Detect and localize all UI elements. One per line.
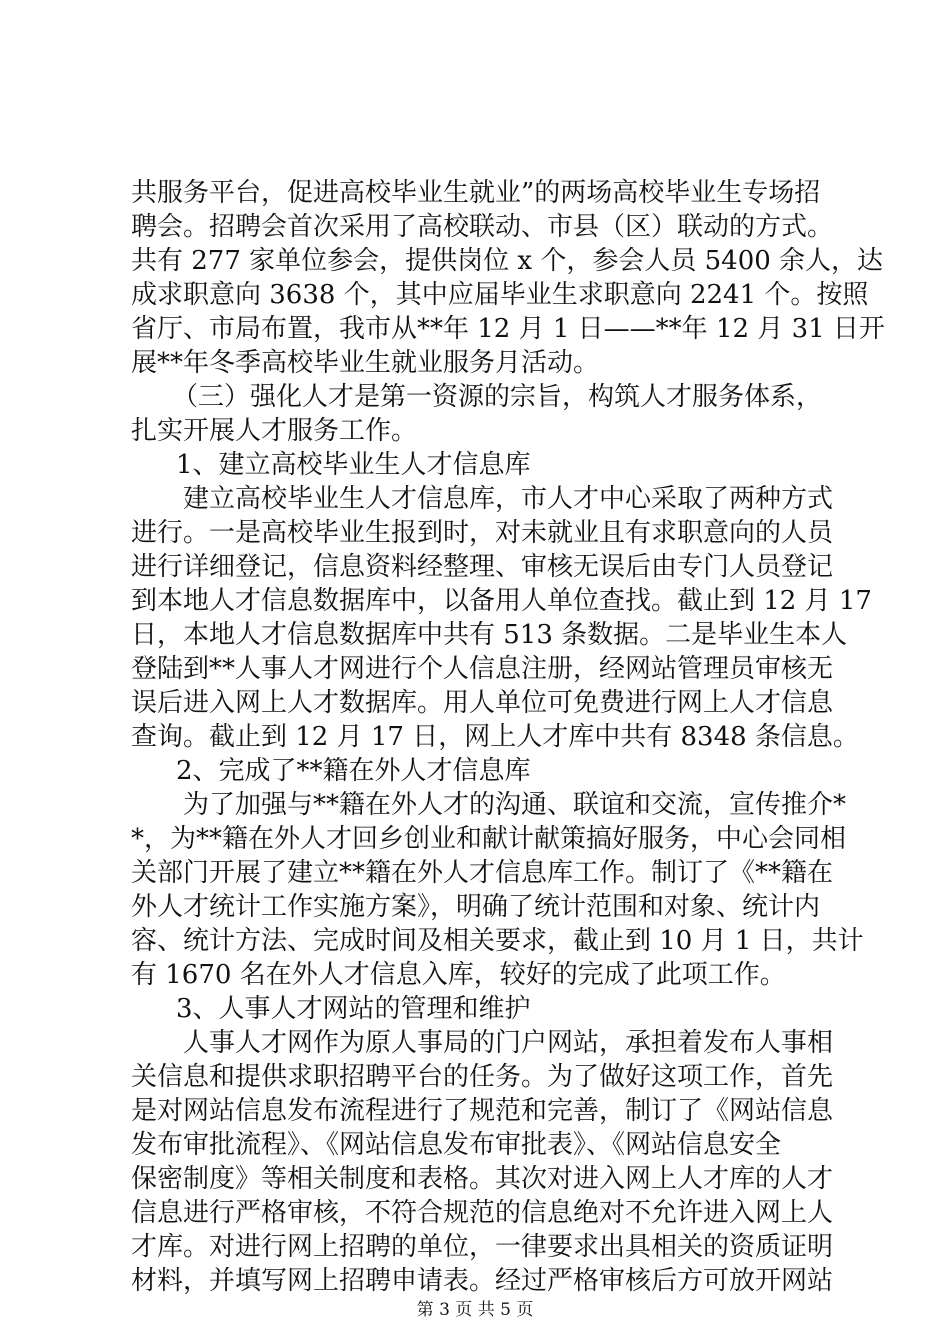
text-line: 才库。对进行网上招聘的单位，一律要求出具相关的资质证明 (131, 1232, 834, 1262)
text-line: 信息进行严格审核，不符合规范的信息绝对不允许进入网上人 (131, 1198, 834, 1228)
text-line: 扎实开展人才服务工作。 (131, 416, 418, 446)
text-line: 保密制度》等相关制度和表格。其次对进入网上人才库的人才 (131, 1164, 834, 1194)
text-line: 关部门开展了建立**籍在外人才信息库工作。制订了《**籍在 (131, 858, 834, 888)
text-line: 误后进入网上人才数据库。用人单位可免费进行网上人才信息 (131, 688, 834, 718)
page-number-footer: 第 3 页 共 5 页 (416, 1300, 534, 1320)
text-line: 成求职意向 3638 个，其中应届毕业生求职意向 2241 个。按照 (131, 280, 869, 310)
text-line: 聘会。招聘会首次采用了高校联动、市县（区）联动的方式。 (131, 212, 834, 242)
text-line: 有 1670 名在外人才信息入库，较好的完成了此项工作。 (131, 960, 786, 990)
text-line: *，为**籍在外人才回乡创业和献计献策搞好服务，中心会同相 (131, 824, 847, 854)
text-line: 进行详细登记，信息资料经整理、审核无误后由专门人员登记 (131, 552, 834, 582)
text-line: 共有 277 家单位参会，提供岗位 x 个，参会人员 5400 余人，达 (131, 246, 884, 276)
text-line: 容、统计方法、完成时间及相关要求，截止到 10 月 1 日，共计 (131, 926, 864, 956)
subsection-heading: 1、建立高校毕业生人才信息库 (176, 450, 531, 480)
section-heading: （三）强化人才是第一资源的宗旨，构筑人才服务体系， (172, 382, 823, 412)
text-line: 进行。一是高校毕业生报到时，对未就业且有求职意向的人员 (131, 518, 834, 548)
text-line: 材料，并填写网上招聘申请表。经过严格审核后方可放开网站 (131, 1266, 834, 1296)
text-line: 日，本地人才信息数据库中共有 513 条数据。二是毕业生本人 (131, 620, 848, 650)
text-line: 关信息和提供求职招聘平台的任务。为了做好这项工作，首先 (131, 1062, 834, 1092)
text-line: 是对网站信息发布流程进行了规范和完善，制订了《网站信息 (131, 1096, 834, 1126)
text-line: 人事人才网作为原人事局的门户网站，承担着发布人事相 (183, 1028, 834, 1058)
subsection-heading: 2、完成了**籍在外人才信息库 (176, 756, 531, 786)
text-line: 共服务平台，促进高校毕业生就业”的两场高校毕业生专场招 (131, 178, 821, 208)
text-line: 到本地人才信息数据库中，以备用人单位查找。截止到 12 月 17 (131, 586, 872, 616)
text-line: 外人才统计工作实施方案》，明确了统计范围和对象、统计内 (131, 892, 821, 922)
text-line: 登陆到**人事人才网进行个人信息注册，经网站管理员审核无 (131, 654, 834, 684)
text-line: 为了加强与**籍在外人才的沟通、联谊和交流，宣传推介* (183, 790, 847, 820)
subsection-heading: 3、人事人才网站的管理和维护 (176, 994, 531, 1024)
text-line: 发布审批流程》、《网站信息发布审批表》、《网站信息安全 (131, 1130, 782, 1160)
text-line: 建立高校毕业生人才信息库，市人才中心采取了两种方式 (183, 484, 834, 514)
text-line: 省厅、市局布置，我市从**年 12 月 1 日——**年 12 月 31 日开 (131, 314, 885, 344)
text-line: 展**年冬季高校毕业生就业服务月活动。 (131, 348, 600, 378)
text-line: 查询。截止到 12 月 17 日，网上人才库中共有 8348 条信息。 (131, 722, 859, 752)
